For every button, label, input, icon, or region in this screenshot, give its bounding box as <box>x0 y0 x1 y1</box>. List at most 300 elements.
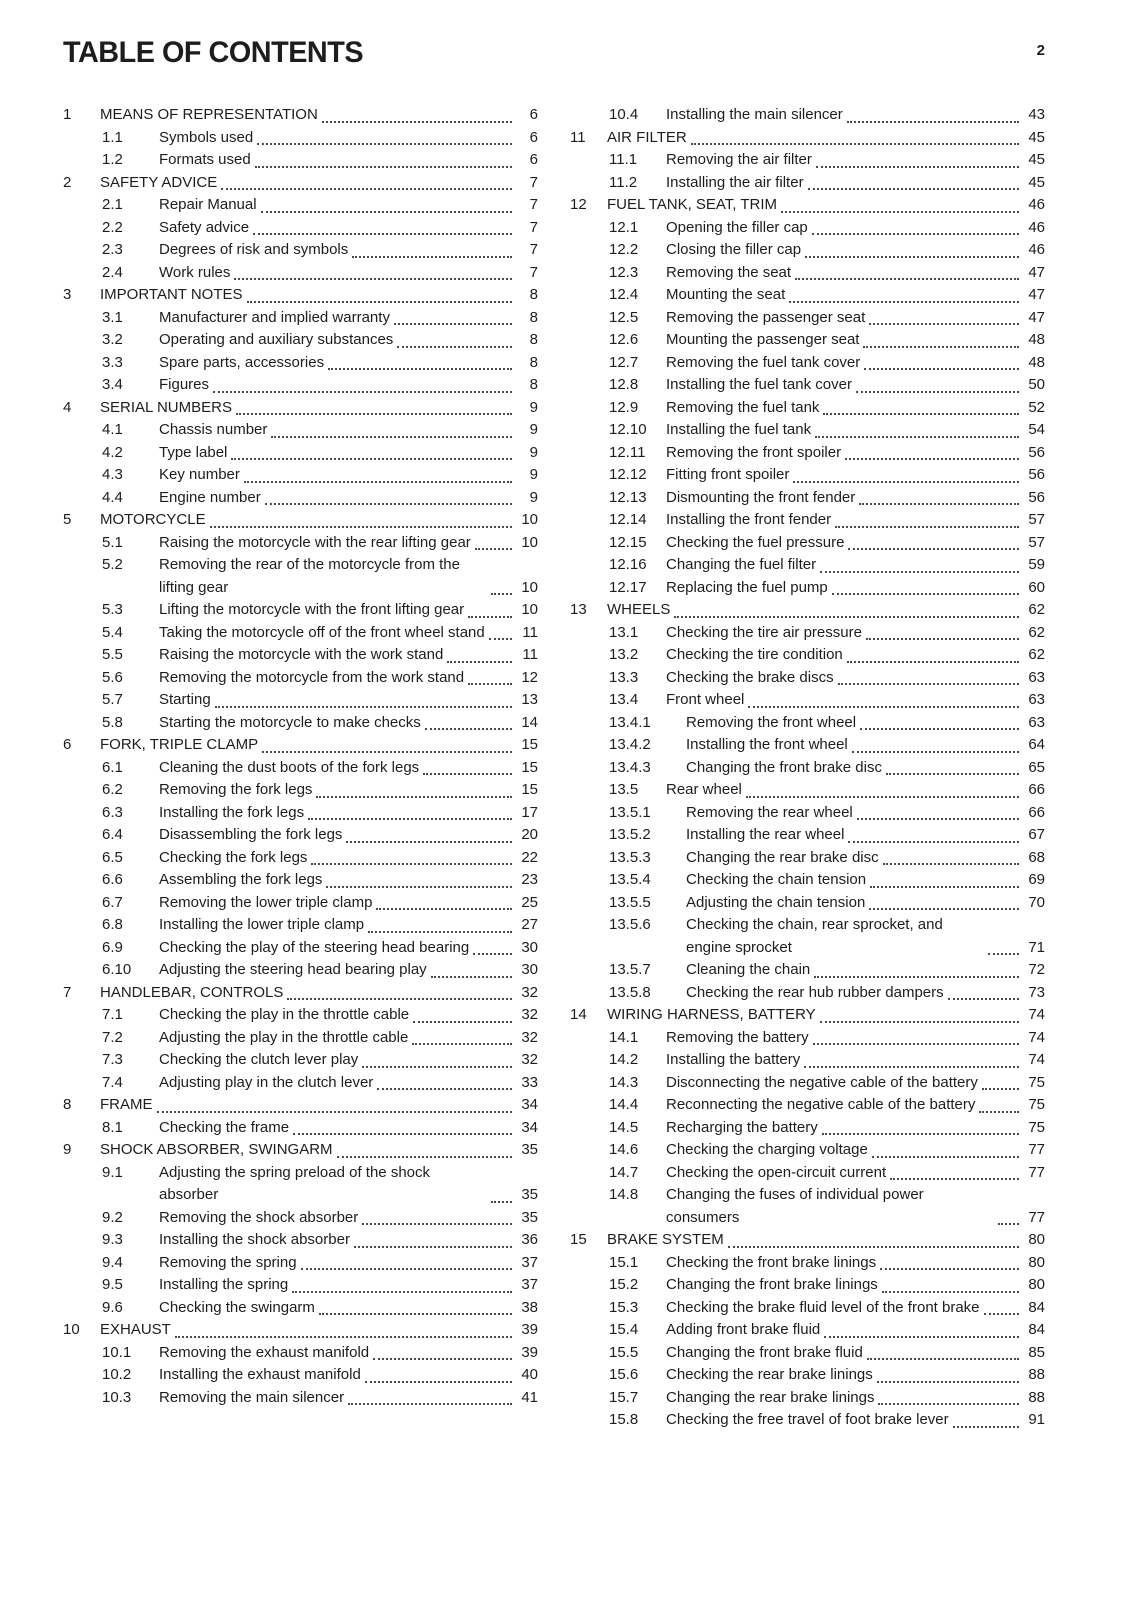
toc-entry-page: 23 <box>521 871 538 888</box>
toc-dot-leader <box>257 143 512 145</box>
toc-entry-number: 15.6 <box>609 1366 639 1383</box>
toc-dot-leader <box>468 683 512 685</box>
toc-dot-leader <box>431 976 512 978</box>
toc-dot-leader <box>845 458 1019 460</box>
toc-entry-page: 63 <box>1028 713 1045 731</box>
toc-entry-title: Checking the fork legs <box>159 848 308 866</box>
toc-entry-number: 13.5.2 <box>609 826 651 843</box>
toc-entry <box>570 802 1045 825</box>
toc-entry <box>63 127 538 150</box>
toc-entry-number: 14.8 <box>609 1186 639 1203</box>
toc-entry-number: 13.5.5 <box>609 893 651 911</box>
toc-entry-page: 6 <box>529 128 538 146</box>
toc-entry-number: 12.14 <box>609 511 647 528</box>
toc-entry-page: 80 <box>1028 1253 1045 1271</box>
toc-dot-leader <box>491 1201 512 1203</box>
toc-entry-number: 3.1 <box>102 308 123 326</box>
toc-entry-page: 46 <box>1028 196 1045 213</box>
toc-entry-page: 8 <box>529 353 538 371</box>
toc-entry <box>570 1184 1045 1229</box>
toc-entry-number: 14.6 <box>609 1141 639 1158</box>
toc-entry <box>570 622 1045 645</box>
toc-entry-title: Checking the rear brake linings <box>666 1366 873 1383</box>
toc-entry-page: 46 <box>1028 218 1045 236</box>
toc-entry-page: 77 <box>1028 1141 1045 1158</box>
toc-entry <box>570 1387 1045 1410</box>
toc-entry-number: 12.10 <box>609 421 647 438</box>
toc-dot-leader <box>287 998 512 1000</box>
toc-entry-title: Removing the seat <box>666 263 792 281</box>
toc-entry <box>570 712 1045 735</box>
toc-entry-number: 3.2 <box>102 331 123 348</box>
toc-entry-title: Checking the open-circuit current <box>666 1163 887 1181</box>
toc-entry <box>63 239 538 262</box>
toc-entry-number: 4.1 <box>102 421 123 438</box>
toc-dot-leader <box>412 1043 512 1045</box>
toc-entry <box>570 1117 1045 1140</box>
toc-entry-page: 62 <box>1028 623 1045 641</box>
toc-entry <box>63 397 538 420</box>
toc-entry-number: 12.17 <box>609 578 647 596</box>
toc-entry-number: 5 <box>63 511 72 528</box>
toc-entry-title: Spare parts, accessories <box>159 353 325 371</box>
toc-entry-page: 8 <box>529 331 538 348</box>
page-number: 2 <box>1036 42 1045 59</box>
toc-dot-leader <box>221 188 512 190</box>
toc-entry-title: Checking the fuel pressure <box>666 533 845 551</box>
toc-entry <box>570 352 1045 375</box>
toc-entry-page: 77 <box>1028 1163 1045 1181</box>
toc-dot-leader <box>814 976 1019 978</box>
toc-entry-number: 11.2 <box>609 173 638 191</box>
toc-entry-title: Checking the rear hub rubber dampers <box>686 983 944 1001</box>
toc-dot-leader <box>979 1111 1019 1113</box>
toc-entry <box>63 307 538 330</box>
toc-dot-leader <box>322 121 512 123</box>
toc-entry <box>63 802 538 825</box>
toc-entry-title: Changing the front brake linings <box>666 1276 878 1293</box>
toc-entry-number: 5.2 <box>102 556 123 573</box>
toc-entry <box>570 644 1045 667</box>
toc-dot-leader <box>863 346 1019 348</box>
toc-entry-number: 13.5.7 <box>609 961 651 978</box>
toc-entry <box>63 1027 538 1050</box>
toc-entry-page: 74 <box>1028 1051 1045 1068</box>
toc-entry-page: 7 <box>529 173 538 191</box>
toc-dot-leader <box>491 593 512 595</box>
toc-entry <box>570 892 1045 915</box>
toc-dot-leader <box>215 706 512 708</box>
toc-entry <box>63 1004 538 1027</box>
toc-entry-number: 11 <box>570 128 586 146</box>
toc-entry-title: Checking the frame <box>159 1118 290 1136</box>
toc-entry-page: 75 <box>1028 1118 1045 1136</box>
toc-entry-number: 13.4.1 <box>609 713 651 731</box>
toc-entry <box>63 892 538 915</box>
toc-entry-number: 1 <box>63 106 72 123</box>
toc-dot-leader <box>346 841 512 843</box>
toc-entry-title: Checking the chain tension <box>686 871 867 888</box>
toc-entry-number: 13.3 <box>609 668 639 686</box>
toc-entry-page: 57 <box>1028 533 1045 551</box>
toc-entry <box>570 509 1045 532</box>
toc-entry-number: 13.1 <box>609 623 639 641</box>
toc-dot-leader <box>808 188 1019 190</box>
toc-dot-leader <box>848 548 1019 550</box>
toc-entry-title: Installing the rear wheel <box>686 826 845 843</box>
toc-entry <box>570 464 1045 487</box>
toc-entry <box>570 577 1045 600</box>
toc-dot-leader <box>262 751 512 753</box>
toc-entry <box>570 757 1045 780</box>
toc-dot-leader <box>348 1403 512 1405</box>
toc-entry-page: 71 <box>1028 938 1045 956</box>
toc-dot-leader <box>423 773 512 775</box>
toc-entry-number: 12.4 <box>609 286 639 303</box>
toc-entry-number: 13.4.2 <box>609 736 651 753</box>
toc-entry <box>63 982 538 1005</box>
toc-entry-title: Checking the clutch lever play <box>159 1051 359 1068</box>
toc-dot-leader <box>175 1336 512 1338</box>
toc-entry-number: 13.5.4 <box>609 871 651 888</box>
toc-entry-number: 5.6 <box>102 668 123 686</box>
toc-entry <box>570 1364 1045 1387</box>
toc-entry-title: Chassis number <box>159 421 268 438</box>
toc-dot-leader <box>394 323 512 325</box>
toc-entry <box>570 1229 1045 1252</box>
toc-entry-title: Removing the lower triple clamp <box>159 893 373 911</box>
toc-entry-number: 7.2 <box>102 1028 123 1046</box>
toc-entry-number: 9 <box>63 1141 72 1158</box>
toc-entry-page: 15 <box>521 736 538 753</box>
toc-entry <box>63 1162 538 1207</box>
toc-dot-leader <box>475 548 512 550</box>
toc-entry-title: Degrees of risk and symbols <box>159 241 349 258</box>
toc-entry-number: 10.4 <box>609 106 639 123</box>
toc-entry-title: Assembling the fork legs <box>159 871 323 888</box>
toc-entry-number: 6.6 <box>102 871 123 888</box>
toc-dot-leader <box>468 616 512 618</box>
toc-entry-number: 12.6 <box>609 331 639 348</box>
toc-entry-title: Starting the motorcycle to make checks <box>159 713 421 731</box>
toc-entry-page: 63 <box>1028 691 1045 708</box>
toc-entry <box>570 532 1045 555</box>
toc-entry <box>570 487 1045 510</box>
toc-entry-title: Removing the motorcycle from the work stand <box>159 668 465 686</box>
toc-entry-number: 6 <box>63 736 72 753</box>
toc-dot-leader <box>292 1291 512 1293</box>
toc-entry-number: 2.3 <box>102 241 123 258</box>
toc-entry-title: Adjusting the chain tension <box>686 893 866 911</box>
toc-dot-leader <box>413 1021 512 1023</box>
toc-dot-leader <box>326 886 512 888</box>
toc-entry-title: Symbols used <box>159 128 254 146</box>
toc-entry-page: 48 <box>1028 353 1045 371</box>
toc-entry-number: 12.9 <box>609 398 639 416</box>
toc-entry-page: 32 <box>521 1051 538 1068</box>
toc-entry-title: SERIAL NUMBERS <box>100 398 232 416</box>
toc-entry-title: HANDLEBAR, CONTROLS <box>100 983 284 1001</box>
toc-dot-leader <box>838 683 1019 685</box>
toc-entry-number: 15.5 <box>609 1343 639 1361</box>
toc-entry-title: Work rules <box>159 263 231 281</box>
toc-dot-leader <box>234 278 512 280</box>
toc-dot-leader <box>328 368 512 370</box>
toc-entry-page: 67 <box>1028 826 1045 843</box>
toc-entry-number: 1.2 <box>102 151 123 168</box>
toc-entry-page: 8 <box>529 286 538 303</box>
toc-entry <box>570 149 1045 172</box>
toc-entry-page: 39 <box>521 1343 538 1361</box>
toc-entry-title: Changing the front brake disc <box>686 758 882 776</box>
toc-entry <box>63 1229 538 1252</box>
toc-entry-number: 13.4.3 <box>609 758 651 776</box>
toc-dot-leader <box>864 368 1019 370</box>
toc-entry <box>63 599 538 622</box>
toc-entry-page: 10 <box>521 578 538 596</box>
toc-entry <box>570 1049 1045 1072</box>
toc-entry-title: Installing the main silencer <box>666 106 843 123</box>
toc-entry-title: Fitting front spoiler <box>666 466 790 483</box>
toc-dot-leader <box>886 773 1019 775</box>
toc-dot-leader <box>236 413 512 415</box>
toc-entry-title: FORK, TRIPLE CLAMP <box>100 736 259 753</box>
toc-dot-leader <box>253 233 512 235</box>
toc-entry-title: Installing the air filter <box>666 173 804 191</box>
toc-entry-page: 20 <box>521 826 538 843</box>
toc-entry <box>570 1162 1045 1185</box>
toc-entry-page: 54 <box>1028 421 1045 438</box>
toc-entry <box>63 1072 538 1095</box>
toc-entry-page: 32 <box>521 1028 538 1046</box>
toc-entry-number: 14.4 <box>609 1096 639 1113</box>
toc-entry <box>63 329 538 352</box>
toc-entry-title: Installing the battery <box>666 1051 801 1068</box>
toc-dot-leader <box>255 166 512 168</box>
toc-entry <box>570 824 1045 847</box>
toc-entry-number: 12.5 <box>609 308 639 326</box>
toc-entry-page: 6 <box>529 106 538 123</box>
toc-entry-number: 13.4 <box>609 691 639 708</box>
toc-entry-number: 10.3 <box>102 1388 132 1406</box>
toc-dot-leader <box>674 616 1019 618</box>
toc-entry <box>63 1049 538 1072</box>
toc-entry-number: 9.3 <box>102 1231 123 1248</box>
toc-entry-number: 12.13 <box>609 488 647 506</box>
toc-dot-leader <box>859 503 1019 505</box>
toc-entry <box>570 734 1045 757</box>
toc-dot-leader <box>877 1381 1019 1383</box>
toc-dot-leader <box>823 413 1019 415</box>
toc-dot-leader <box>805 256 1019 258</box>
toc-entry-title: Raising the motorcycle with the work stand <box>159 646 444 663</box>
toc-entry-title: Adjusting the steering head bearing play <box>159 961 427 978</box>
toc-entry <box>63 1364 538 1387</box>
toc-dot-leader <box>425 728 512 730</box>
toc-entry-page: 56 <box>1028 466 1045 483</box>
toc-entry-number: 7 <box>63 983 72 1001</box>
toc-dot-leader <box>953 1426 1019 1428</box>
toc-entry-title: Rear wheel <box>666 781 742 798</box>
toc-entry-title: Adjusting play in the clutch lever <box>159 1073 374 1091</box>
page-title: TABLE OF CONTENTS <box>63 36 364 69</box>
toc-entry <box>63 509 538 532</box>
toc-entry-number: 6.4 <box>102 826 123 843</box>
toc-entry-page: 10 <box>521 533 538 551</box>
toc-dot-leader <box>824 1336 1019 1338</box>
toc-columns <box>63 104 1045 1432</box>
toc-entry-title: BRAKE SYSTEM <box>607 1231 724 1248</box>
toc-entry-title: Removing the main silencer <box>159 1388 345 1406</box>
toc-entry-page: 10 <box>521 511 538 528</box>
toc-entry-page: 10 <box>521 601 538 618</box>
toc-entry-number: 13.5.3 <box>609 848 651 866</box>
toc-entry-title: FRAME <box>100 1096 153 1113</box>
toc-entry <box>63 824 538 847</box>
toc-entry-title: Removing the shock absorber <box>159 1208 359 1226</box>
toc-entry-title: Removing the air filter <box>666 151 812 168</box>
toc-entry-page: 27 <box>521 916 538 933</box>
toc-entry-number: 11.1 <box>609 151 638 168</box>
toc-entry-page: 66 <box>1028 781 1045 798</box>
toc-dot-leader <box>880 1268 1019 1270</box>
toc-entry-title: Checking the play of the steering head bearing <box>159 938 470 956</box>
toc-entry <box>570 1072 1045 1095</box>
toc-entry-page: 30 <box>521 938 538 956</box>
toc-entry <box>63 194 538 217</box>
toc-entry-number: 6.8 <box>102 916 123 933</box>
toc-dot-leader <box>795 278 1019 280</box>
toc-entry <box>63 464 538 487</box>
toc-entry-number: 5.1 <box>102 533 123 551</box>
toc-entry-number: 4.3 <box>102 466 123 483</box>
toc-entry-title: Checking the front brake linings <box>666 1253 877 1271</box>
toc-entry-number: 6.9 <box>102 938 123 956</box>
toc-entry-page: 17 <box>521 803 538 821</box>
toc-dot-leader <box>988 953 1019 955</box>
toc-dot-leader <box>820 1021 1019 1023</box>
toc-entry-page: 34 <box>521 1096 538 1113</box>
toc-entry-title: Disconnecting the negative cable of the battery <box>666 1073 978 1091</box>
toc-dot-leader <box>804 1066 1019 1068</box>
toc-entry <box>570 194 1045 217</box>
toc-dot-leader <box>847 661 1019 663</box>
toc-entry-number: 13 <box>570 601 587 618</box>
toc-dot-leader <box>691 143 1019 145</box>
toc-entry-page: 84 <box>1028 1321 1045 1338</box>
toc-entry <box>63 442 538 465</box>
toc-entry-title: Removing the rear wheel <box>686 803 853 821</box>
toc-entry <box>570 689 1045 712</box>
toc-entry <box>63 149 538 172</box>
toc-dot-leader <box>856 391 1019 393</box>
toc-dot-leader <box>373 1358 512 1360</box>
toc-dot-leader <box>352 256 512 258</box>
toc-entry-number: 15.7 <box>609 1388 639 1406</box>
toc-entry <box>570 1274 1045 1297</box>
toc-entry-title: Figures <box>159 376 210 393</box>
toc-entry <box>63 1094 538 1117</box>
toc-entry-page: 50 <box>1028 376 1045 393</box>
toc-entry-number: 5.8 <box>102 713 123 731</box>
toc-entry-title: Removing the spring <box>159 1253 297 1271</box>
toc-entry <box>570 329 1045 352</box>
toc-entry-title: Installing the front wheel <box>686 736 848 753</box>
toc-entry-title: Front wheel <box>666 691 745 708</box>
toc-entry-page: 7 <box>529 196 538 213</box>
toc-entry-title: FUEL TANK, SEAT, TRIM <box>607 196 778 213</box>
toc-entry-page: 6 <box>529 151 538 168</box>
toc-entry-number: 6.1 <box>102 758 123 776</box>
toc-entry <box>63 712 538 735</box>
toc-entry-title: Dismounting the front fender <box>666 488 856 506</box>
toc-entry-number: 9.4 <box>102 1253 123 1271</box>
toc-entry-title: Key number <box>159 466 240 483</box>
toc-dot-leader <box>746 796 1019 798</box>
toc-entry-page: 9 <box>529 466 538 483</box>
toc-entry-number: 12.1 <box>609 218 639 236</box>
toc-entry <box>63 104 538 127</box>
toc-entry <box>570 284 1045 307</box>
toc-entry-page: 9 <box>529 488 538 506</box>
toc-entry <box>570 982 1045 1005</box>
toc-entry-title: EXHAUST <box>100 1321 171 1338</box>
toc-entry-page: 25 <box>521 893 538 911</box>
toc-entry-title: Removing the battery <box>666 1028 809 1046</box>
toc-dot-leader <box>316 796 512 798</box>
toc-entry-number: 2.2 <box>102 218 123 236</box>
toc-entry-number: 5.3 <box>102 601 123 618</box>
toc-entry <box>570 172 1045 195</box>
toc-entry-number: 12.3 <box>609 263 639 281</box>
toc-entry-page: 77 <box>1028 1208 1045 1226</box>
toc-entry-title: Changing the rear brake disc <box>686 848 879 866</box>
toc-entry <box>63 172 538 195</box>
toc-entry <box>570 419 1045 442</box>
toc-entry-number: 8.1 <box>102 1118 123 1136</box>
toc-entry-page: 8 <box>529 376 538 393</box>
toc-entry <box>63 1342 538 1365</box>
toc-dot-leader <box>365 1381 512 1383</box>
toc-entry-number: 2 <box>63 173 72 191</box>
toc-entry <box>63 1139 538 1162</box>
toc-entry-page: 56 <box>1028 443 1045 461</box>
toc-entry-number: 6.2 <box>102 781 123 798</box>
toc-entry-number: 2.1 <box>102 196 123 213</box>
toc-entry-page: 47 <box>1028 308 1045 326</box>
toc-entry-number: 10.2 <box>102 1366 132 1383</box>
toc-entry-number: 10 <box>63 1321 80 1338</box>
toc-entry <box>570 1409 1045 1432</box>
toc-dot-leader <box>998 1223 1019 1225</box>
toc-entry-title: Installing the lower triple clamp <box>159 916 365 933</box>
toc-entry <box>63 734 538 757</box>
toc-entry-title: Starting <box>159 691 211 708</box>
toc-entry-number: 6.5 <box>102 848 123 866</box>
toc-entry <box>63 419 538 442</box>
toc-entry-page: 63 <box>1028 668 1045 686</box>
toc-entry <box>63 1252 538 1275</box>
toc-entry-number: 13.5.1 <box>609 803 651 821</box>
toc-entry-number: 12.11 <box>609 443 646 461</box>
toc-entry-page: 32 <box>521 1006 538 1023</box>
toc-entry-number: 4.2 <box>102 443 123 461</box>
toc-entry <box>63 779 538 802</box>
toc-dot-leader <box>265 503 512 505</box>
toc-entry-number: 12.7 <box>609 353 639 371</box>
toc-entry-number: 7.3 <box>102 1051 123 1068</box>
toc-entry-title: Repair Manual <box>159 196 257 213</box>
